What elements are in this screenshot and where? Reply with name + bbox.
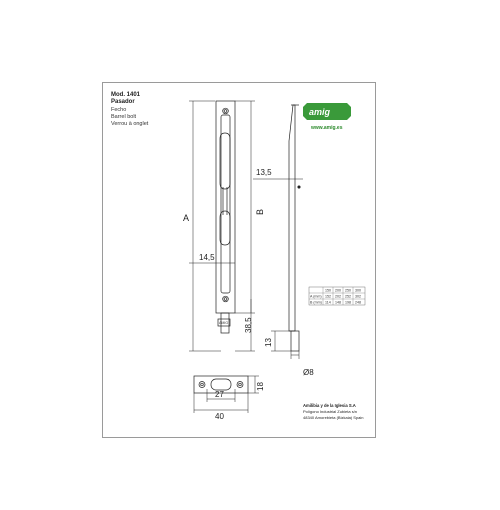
stamp-text: AMIG	[219, 321, 229, 325]
table-cell: 114	[325, 300, 331, 305]
table-header-4: 300	[355, 288, 361, 293]
dim-14-5: 14,5	[199, 253, 215, 262]
table-cell: 202	[335, 294, 341, 299]
table-cell: 302	[355, 294, 361, 299]
dim-13-5: 13,5	[256, 168, 272, 177]
company-name: Amilibia y de la Iglesia S.A	[303, 403, 356, 408]
dim-38-5: 38,5	[244, 317, 253, 333]
company-address-2: 48340 Amorebieta (Bizkaia) Spain	[303, 415, 364, 420]
dim-A: A	[183, 213, 190, 223]
dim-diameter-8: Ø8	[303, 368, 314, 377]
side-view	[289, 105, 300, 351]
drawing-sheet	[102, 82, 376, 438]
table-cell: 198	[345, 300, 351, 305]
company-address-1: Polígono Industrial Zubieta s/n	[303, 409, 358, 414]
brand-logo	[303, 103, 351, 120]
keeper-dimensions	[194, 376, 259, 413]
website: www.amig.es	[311, 125, 343, 131]
logo-text: amig	[309, 107, 331, 117]
name-en: Barrel bolt	[111, 114, 137, 120]
model-name: Pasador	[111, 99, 135, 105]
table-cell: 152	[325, 294, 331, 299]
table-cell: 148	[335, 300, 341, 305]
model-code: Mod. 1401	[111, 92, 141, 98]
dim-13: 13	[264, 338, 273, 347]
table-row-label: B (mm)	[310, 300, 322, 305]
dim-27: 27	[215, 390, 224, 399]
table-cell: 248	[355, 300, 361, 305]
table-row-label: A (mm)	[310, 294, 322, 299]
table-header-3: 250	[345, 288, 351, 293]
dim-B: B	[255, 208, 265, 215]
dim-18: 18	[256, 382, 265, 391]
dim-40: 40	[215, 412, 224, 421]
table-header-1: 150	[325, 288, 331, 293]
technical-drawing	[103, 83, 375, 437]
name-pt: Fecho	[111, 107, 127, 113]
table-cell: 252	[345, 294, 351, 299]
front-view	[216, 101, 235, 333]
name-fr: Verrou à onglet	[111, 121, 149, 127]
table-header-2: 200	[335, 288, 341, 293]
size-table	[309, 287, 365, 305]
